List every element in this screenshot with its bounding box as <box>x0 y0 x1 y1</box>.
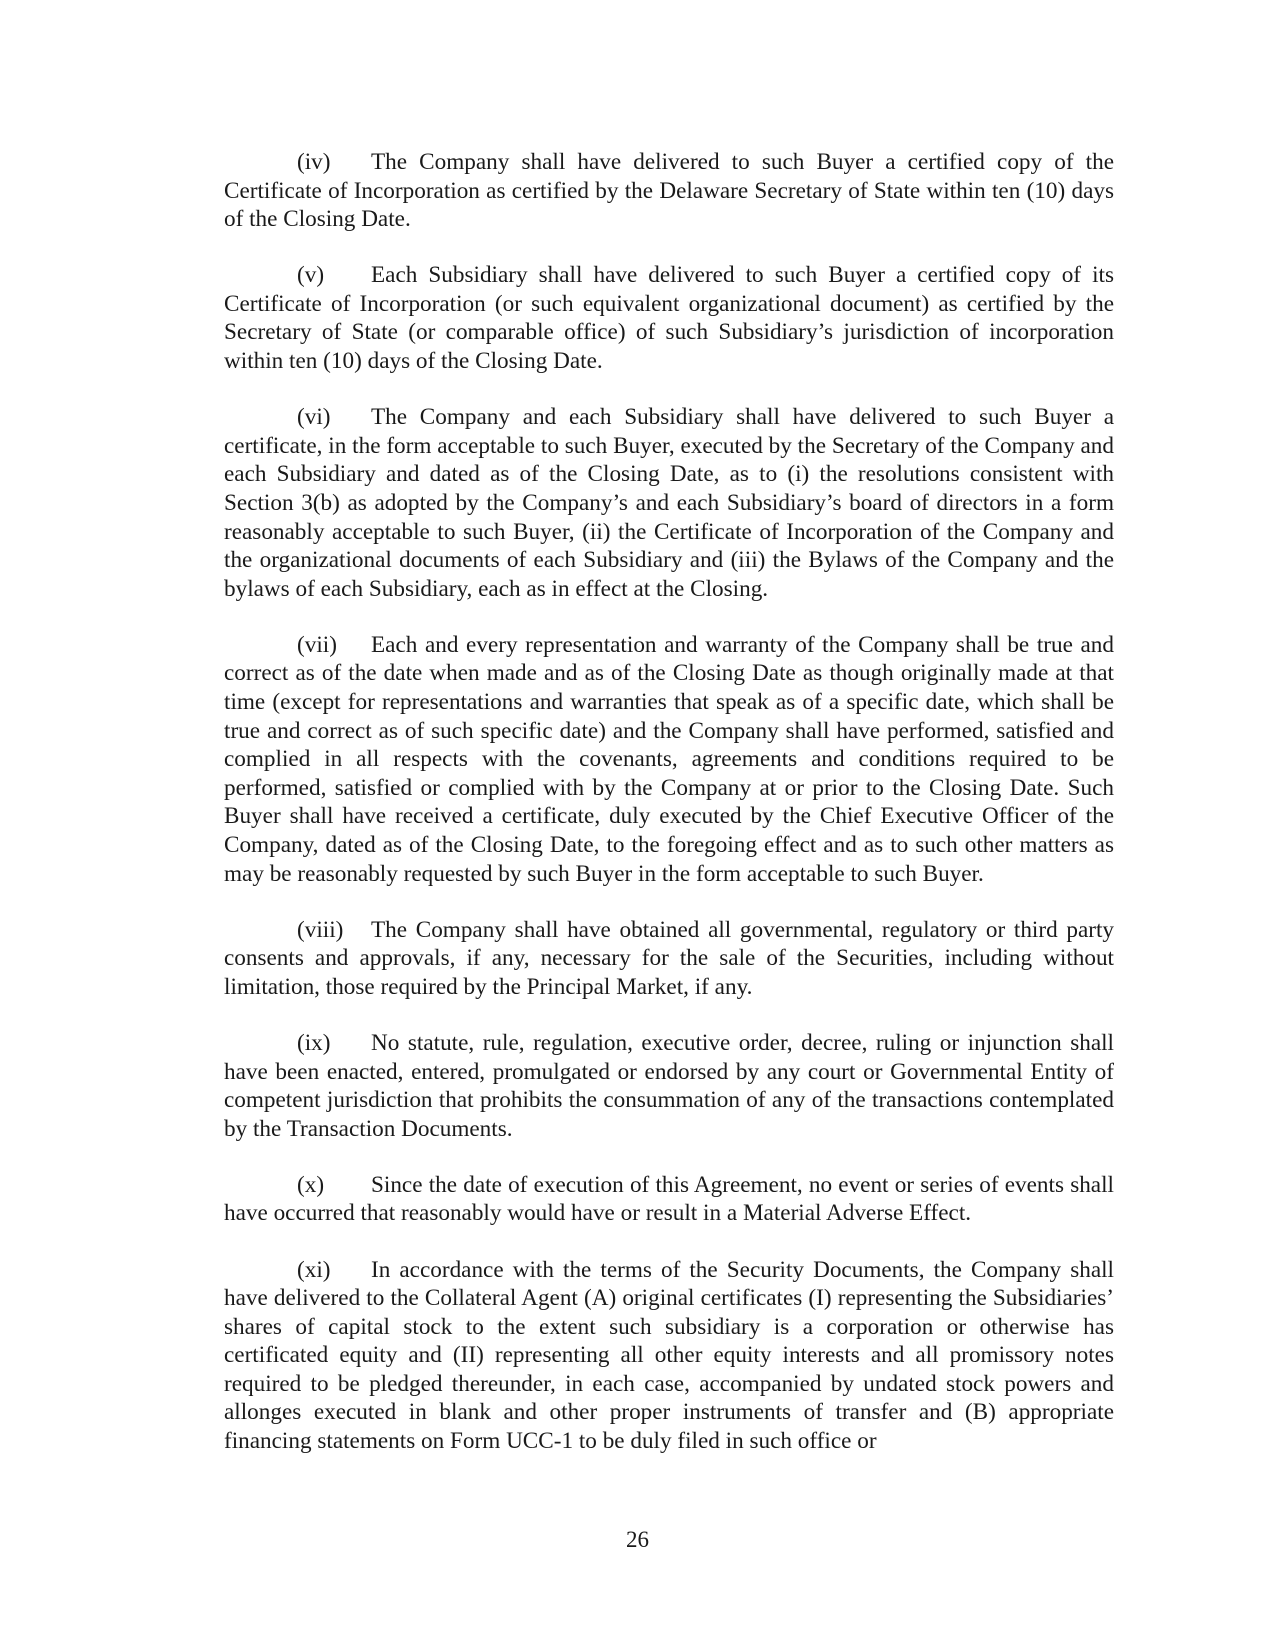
paragraph-ix <box>224 1029 1114 1143</box>
paragraph-text: Since the date of execution of this Agreement, no event or series of events shall have occurred that reasonably would have or result in a Material Adverse Effect. <box>224 1171 1114 1227</box>
paragraph-iv <box>224 148 1114 234</box>
paragraph-x <box>224 1171 1114 1228</box>
paragraph-text: The Company and each Subsidiary shall have delivered to such Buyer a certificate, in the form acceptable to such Buyer, executed by the Secretary of the Company and each Subsidiary and dated as of the Closing Date, as to (i) the resolutions consistent with Section 3(b) as adopted by the Company’s and each Subsidiary’s board of directors in a form reasonably acceptable to such Buyer, (ii) the Certificate of Incorporation of the Company and the organizational documents of each Subsidiary and (iii) the Bylaws of the Company and the bylaws of each Subsidiary, each as in effect at the Closing. <box>224 404 1114 602</box>
paragraph-text: In accordance with the terms of the Security Documents, the Company shall have delivered to the Collateral Agent (A) original certificates (I) representing the Subsidiaries’ shares of capital stock to the extent such subsidiary is a corporation or otherwise has certificated equity and (II) representing all other equity interests and all promissory notes required to be pledged thereunder, in each case, accompanied by undated stock powers and allonges executed in blank and other proper instruments of transfer and (B) appropriate financing statements on Form UCC-1 to be duly filed in such office or <box>224 1256 1114 1455</box>
paragraph-number: (viii) <box>297 916 344 943</box>
paragraph-text: Each and every representation and warranty of the Company shall be true and correct as of the date when made and as of the Closing Date as though originally made at that time (except for representations and warranties that speak as of a specific date, which shall be true and correct as of such specific date) and the Company shall have performed, satisfied and complied in all respects with the covenants, agreements and conditions required to be performed, satisfied or complied with by the Company at or prior to the Closing Date. Such Buyer shall have received a certificate, duly executed by the Chief Executive Officer of the Company, dated as of the Closing Date, to the foregoing effect and as to such other matters as may be reasonably requested by such Buyer in the form acceptable to such Buyer. <box>224 631 1114 887</box>
paragraph-text: No statute, rule, regulation, executive order, decree, ruling or injunction shall have been enacted, entered, promulgated or endorsed by any court or Governmental Entity of competent jurisdiction that prohibits the consummation of any of the transactions contemplated by the Transaction Documents. <box>224 1029 1114 1142</box>
paragraph-xi <box>224 1256 1114 1456</box>
document-body <box>224 148 1114 1483</box>
paragraph-number: (iv) <box>297 149 331 175</box>
page-number: 26 <box>626 1527 649 1552</box>
paragraph-text: Each Subsidiary shall have delivered to such Buyer a certified copy of its Certificate of Incorporation (or such equivalent organizational document) as certified by the Secretary of State (or comparable office) of such Subsidiary’s jurisdiction of incorporation within ten (10) days of the Closing Date. <box>224 262 1114 375</box>
paragraph-number: (ix) <box>297 1029 331 1056</box>
paragraph-text: The Company shall have delivered to such Buyer a certified copy of the Certificate of Incorporation as certified by the Delaware Secretary of State within ten (10) days of the Closing Date. <box>224 149 1114 233</box>
paragraph-vii <box>224 631 1114 888</box>
paragraph-number: (vii) <box>297 631 337 658</box>
paragraph-v <box>224 261 1114 375</box>
paragraph-number: (vi) <box>297 404 331 431</box>
paragraph-number: (v) <box>297 262 325 289</box>
paragraph-vi <box>224 403 1114 603</box>
paragraph-number: (x) <box>297 1171 325 1198</box>
paragraph-text: The Company shall have obtained all governmental, regulatory or third party consents and approvals, if any, necessary for the sale of the Securities, including without limitation, those required by the Principal Market, if any. <box>224 916 1114 1000</box>
paragraph-number: (xi) <box>297 1256 331 1283</box>
paragraph-viii <box>224 916 1114 1002</box>
